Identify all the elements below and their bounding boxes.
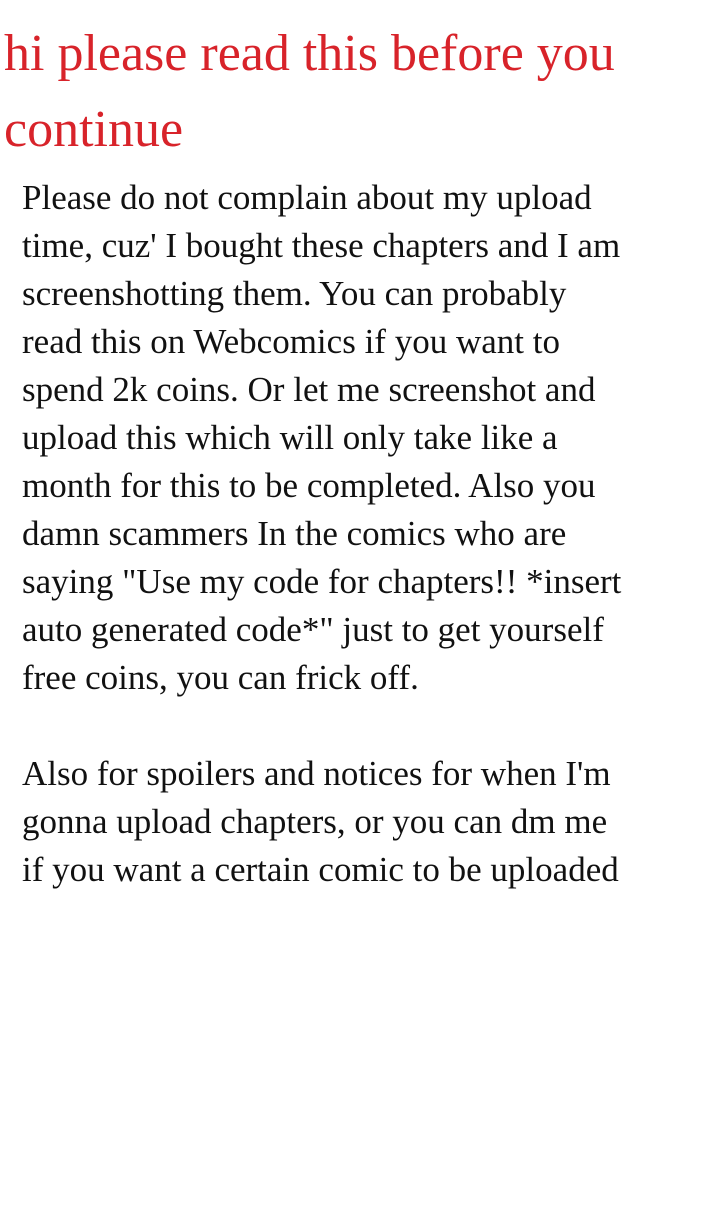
- notice-title-line: hi please read this before you: [4, 25, 615, 82]
- paragraph-line: Also for spoilers and notices for when I'm: [22, 754, 611, 793]
- paragraph-line: upload this which will only take like a: [22, 418, 558, 457]
- paragraph-line: auto generated code*" just to get yourself: [22, 610, 604, 649]
- paragraph-line: month for this to be completed. Also you: [22, 466, 596, 505]
- notice-title-line: continue: [4, 101, 184, 158]
- notice-paragraph-1: [22, 174, 712, 702]
- paragraph-line: Please do not complain about my upload: [22, 178, 592, 217]
- notice-paragraph-2: [22, 750, 712, 894]
- notice-title: [4, 16, 718, 168]
- paragraph-line: if you want a certain comic to be uploaded: [22, 850, 619, 889]
- paragraph-line: gonna upload chapters, or you can dm me: [22, 802, 608, 841]
- paragraph-line: saying "Use my code for chapters!! *insert: [22, 562, 622, 601]
- paragraph-line: screenshotting them. You can probably: [22, 274, 567, 313]
- paragraph-line: free coins, you can frick off.: [22, 658, 419, 697]
- paragraph-line: read this on Webcomics if you want to: [22, 322, 560, 361]
- paragraph-line: time, cuz' I bought these chapters and I am: [22, 226, 621, 265]
- paragraph-line: damn scammers In the comics who are: [22, 514, 567, 553]
- paragraph-line: spend 2k coins. Or let me screenshot and: [22, 370, 596, 409]
